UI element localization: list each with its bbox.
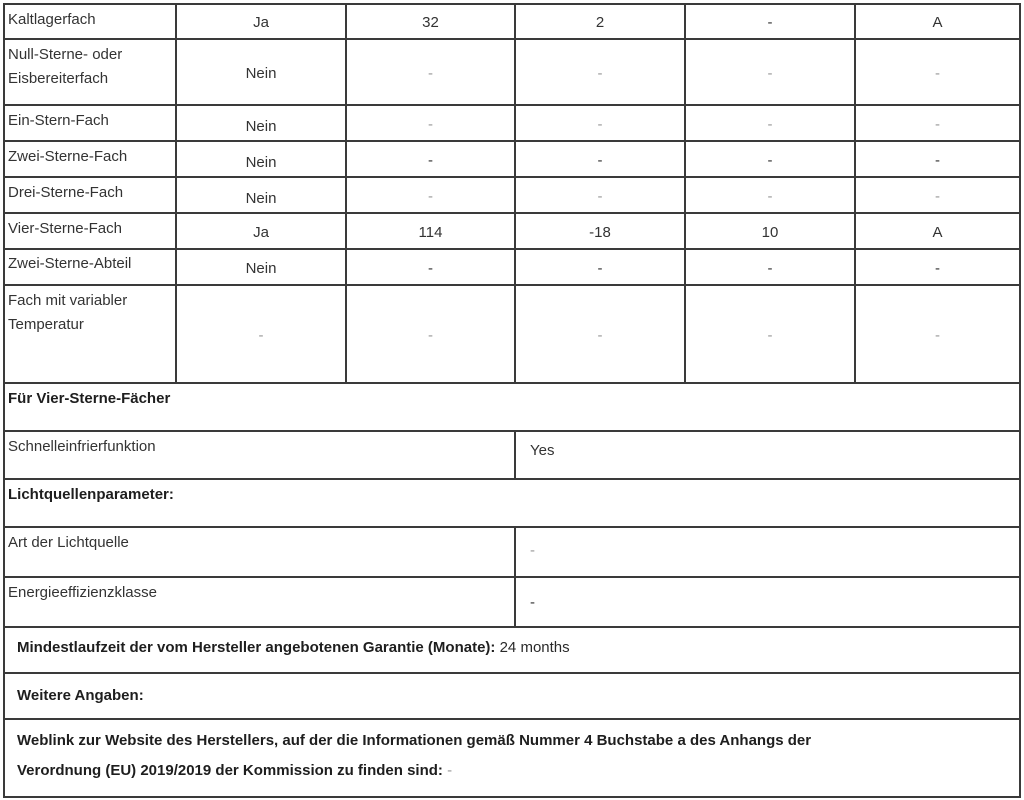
compartment-freeze: - [767,259,773,277]
compartment-name: Kaltlagerfach [8,11,96,28]
further-info-row [5,672,1019,720]
compartment-temp: -18 [589,223,611,241]
compartment-class: - [935,326,940,344]
compartment-present: Nein [245,153,277,171]
light-source-heading: Lichtquellenparameter: [8,486,174,503]
efficiency-label: Energieeffizienzklasse [8,584,157,601]
compartment-volume: - [428,187,433,205]
compartment-class: A [932,223,943,241]
product-info-sheet [3,3,1021,798]
compartment-present: Ja [253,223,269,241]
four-star-heading: Für Vier-Sterne-Fächer [8,390,171,407]
compartment-name: Null-Sterne- oder Eisbereiterfach [8,46,123,87]
warranty-value: 24 months [499,639,570,656]
light-type-value: - [530,542,535,559]
table-row [5,526,1019,578]
compartment-temp: - [597,259,603,277]
further-info-label: Weitere Angaben: [17,687,144,704]
table-row [5,104,1019,142]
compartment-name: Zwei-Sterne-Fach [8,148,128,165]
compartment-present: Nein [245,64,277,82]
compartment-temp: - [597,187,603,205]
compartment-freeze: - [767,151,773,169]
compartment-volume: - [428,259,433,277]
compartment-present: Ja [253,14,269,31]
compartment-freeze: - [767,115,773,133]
table-row [5,5,1019,40]
compartment-temp: 2 [595,14,605,31]
table-row [5,212,1019,250]
warranty-row [5,626,1019,674]
warranty-label: Mindestlaufzeit der vom Hersteller angebotenen Garantie (Monate): [17,639,496,656]
compartment-volume: - [428,115,433,133]
compartment-freeze: - [767,64,773,82]
compartment-class: - [935,64,940,82]
table-row [5,248,1019,286]
compartment-class: - [935,259,940,277]
compartment-temp: - [597,151,603,169]
compartment-name: Vier-Sterne-Fach [8,220,122,237]
compartment-temp: - [597,64,603,82]
section-heading-row [5,382,1019,432]
weblink-value: - [447,762,453,779]
compartment-class: A [932,14,943,31]
section-heading-row [5,478,1019,528]
compartment-freeze: - [767,187,773,205]
table-row [5,38,1019,106]
compartment-present: Nein [245,189,277,207]
compartment-volume: - [428,151,433,169]
compartment-present: - [258,326,264,344]
table-row [5,140,1019,178]
light-type-label: Art der Lichtquelle [8,534,129,551]
compartment-class: - [935,151,940,169]
compartment-class: - [935,115,940,133]
compartment-name: Ein-Stern-Fach [8,112,109,129]
compartment-volume: 32 [422,14,439,31]
efficiency-value: - [530,594,535,611]
weblink-label-line2: Verordnung (EU) 2019/2019 der Kommission zu finden sind: [17,762,443,779]
fast-freeze-value: Yes [530,442,555,459]
compartment-class: - [935,187,940,205]
table-row [5,284,1019,384]
compartment-temp: - [597,115,603,133]
compartment-freeze: - [767,14,773,31]
compartment-volume: - [428,326,433,344]
table-row [5,430,1019,480]
fast-freeze-label: Schnelleinfrierfunktion [8,438,156,455]
compartment-freeze: 10 [761,223,779,241]
compartment-present: Nein [245,117,277,135]
table-row [5,176,1019,214]
compartment-name: Zwei-Sterne-Abteil [8,255,132,272]
compartment-volume: 114 [418,223,443,241]
compartment-name: Drei-Sterne-Fach [8,184,124,201]
compartment-present: Nein [245,259,277,277]
weblink-row [5,718,1019,796]
compartment-freeze: - [767,326,773,344]
compartment-name: Fach mit variabler Temperatur [8,292,128,333]
table-row [5,576,1019,628]
compartment-volume: - [428,64,433,82]
compartment-temp: - [597,326,603,344]
weblink-label-line1: Weblink zur Website des Herstellers, auf der die Informationen gemäß Nummer 4 Buchstabe a des Anhangs der [17,732,812,749]
